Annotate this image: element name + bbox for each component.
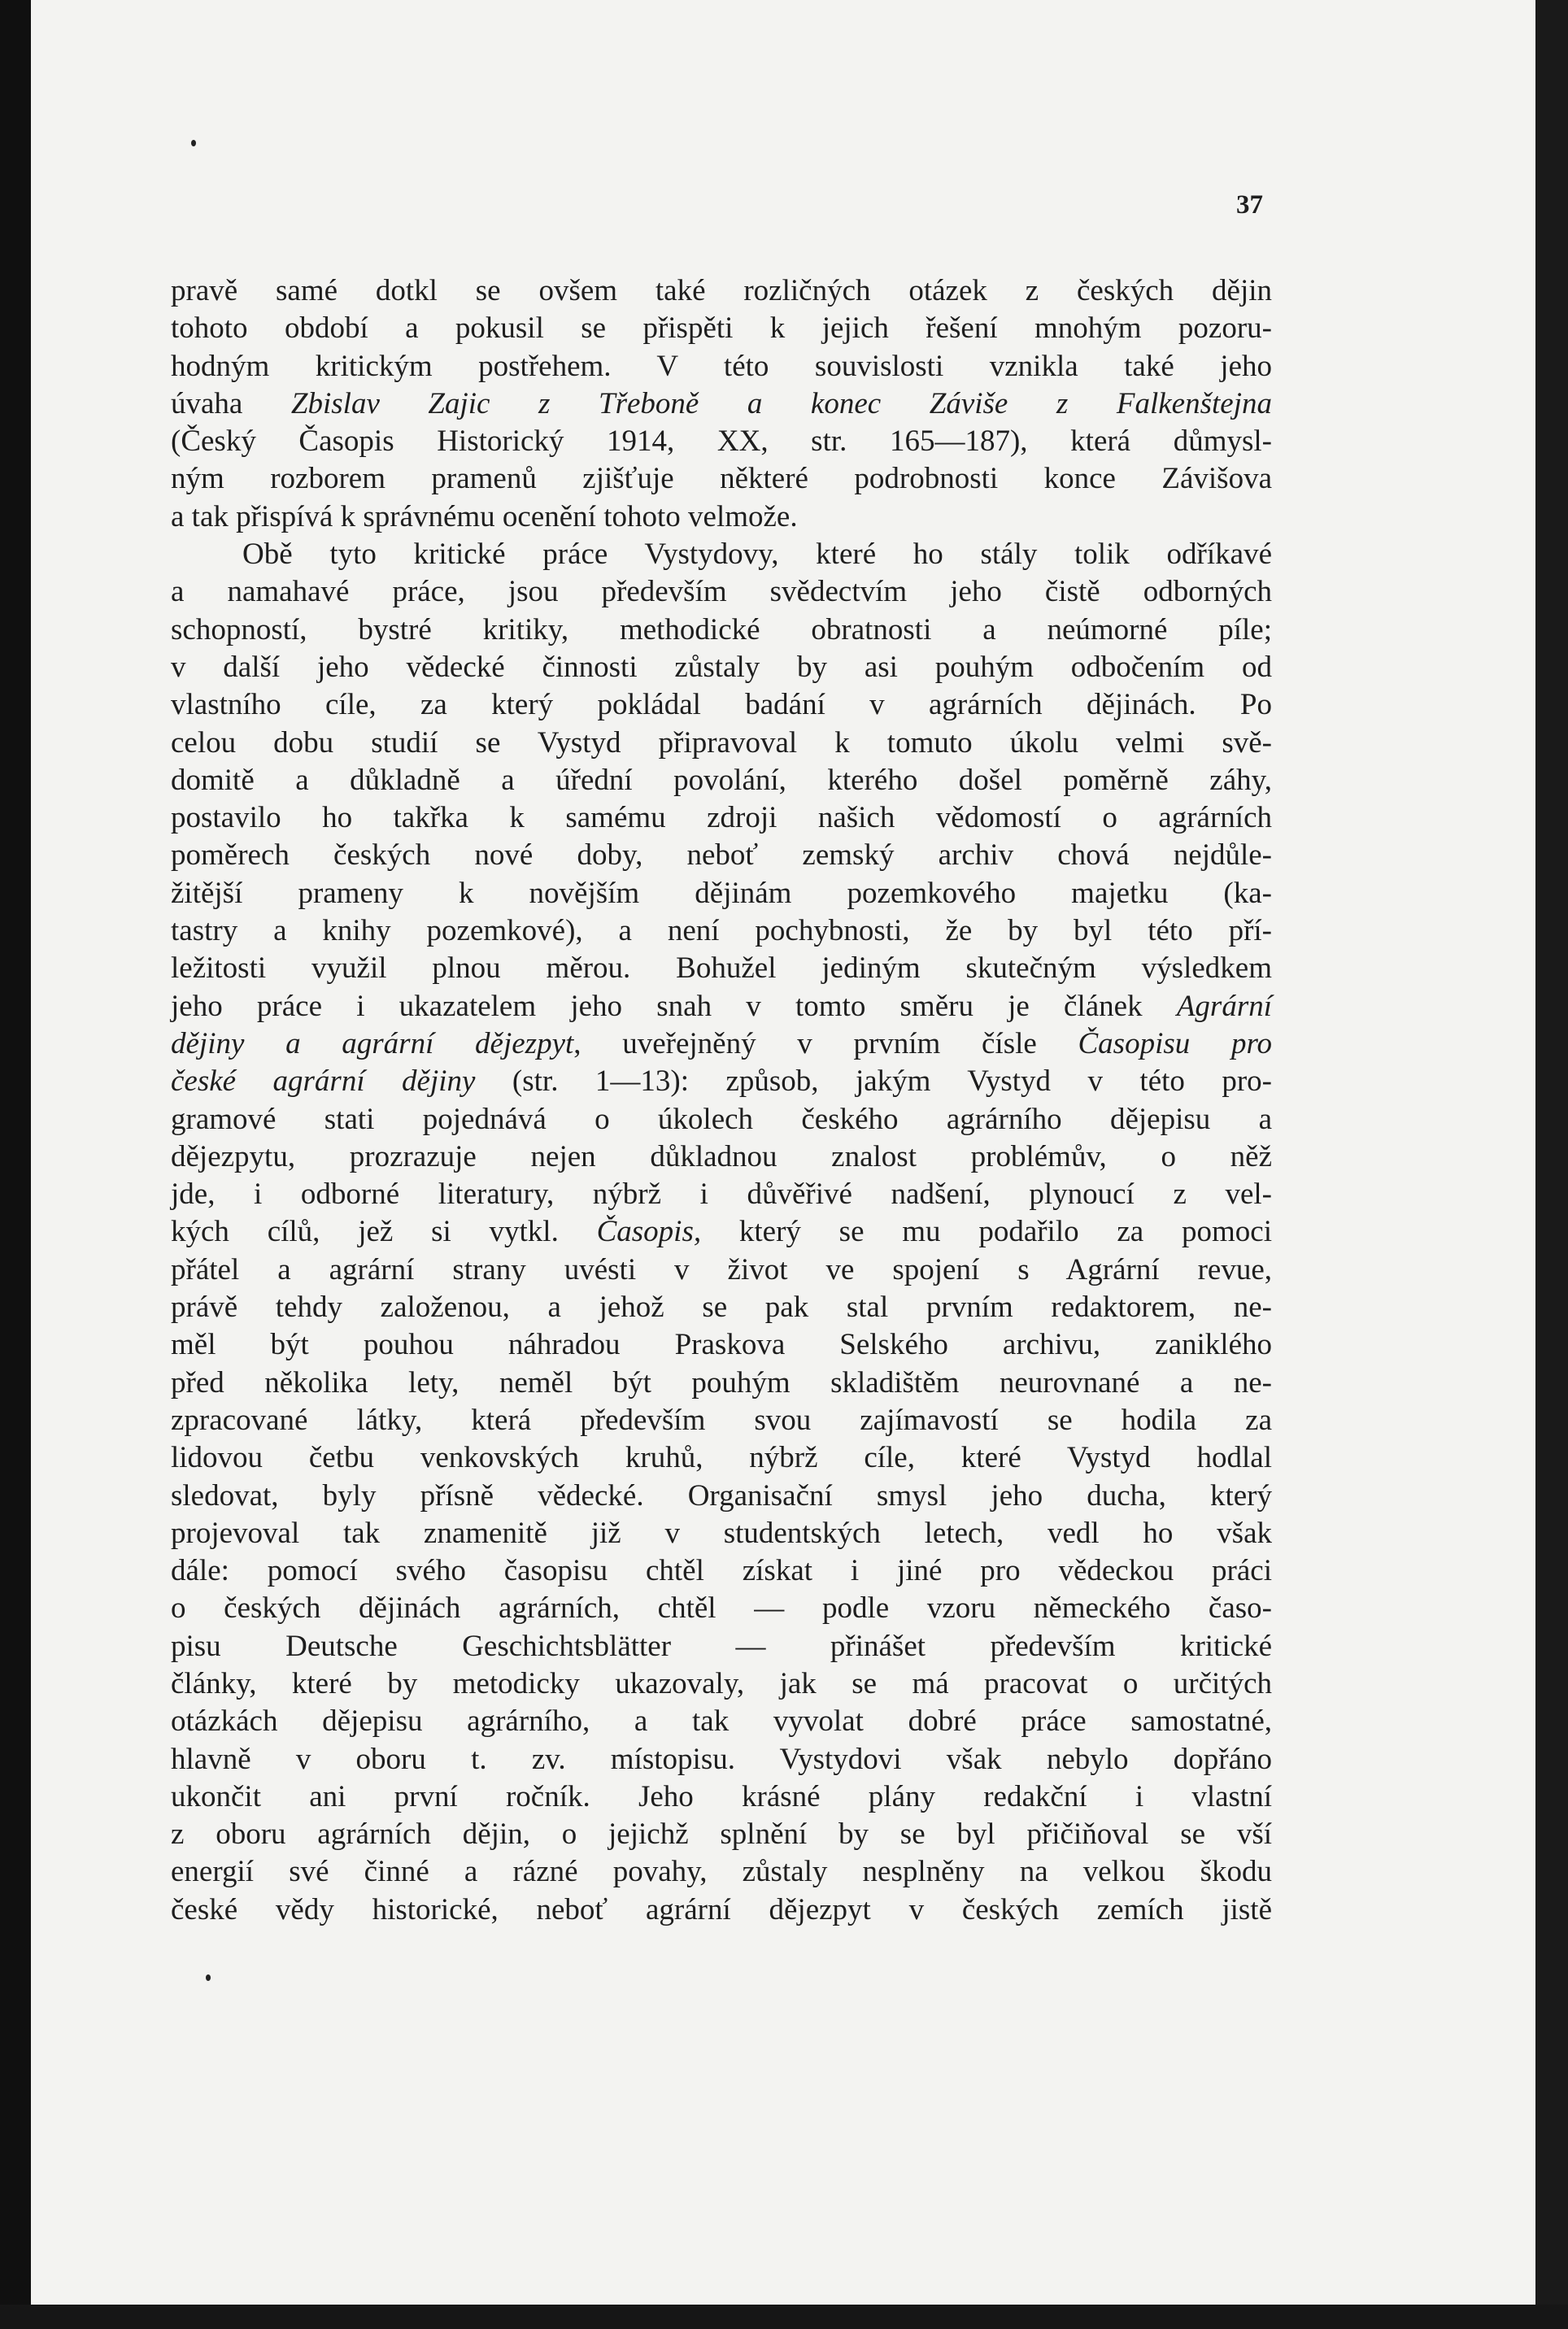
text-segment: pravě samé dotkl se ovšem také rozličných otázek z českých dějin — [171, 274, 1272, 307]
italic-title: Časopis, — [596, 1215, 702, 1249]
text-line — [171, 1816, 1272, 1853]
text-segment: lidovou četbu venkovských kruhů, nýbrž cíle, které Vystyd hodlal — [171, 1441, 1272, 1475]
text-line — [171, 1478, 1272, 1515]
text-line — [171, 573, 1272, 611]
text-segment: články, které by metodicky ukazovaly, jak se má pracovat o určitých — [171, 1666, 1272, 1700]
text-segment: dále: pomocí svého časopisu chtěl získat i jiné pro vědeckou práci — [171, 1554, 1272, 1588]
italic-title: Časopisu pro — [1078, 1026, 1272, 1060]
text-segment: schopností, bystré kritiky, methodické obratnosti a neúmorné píle; — [171, 612, 1272, 646]
text-segment: kých cílů, jež si vytkl. — [171, 1215, 597, 1249]
text-segment: a tak přispívá k správnému ocenění tohoto velmože. — [171, 499, 798, 533]
text-line — [171, 1402, 1272, 1439]
text-line — [171, 1703, 1272, 1740]
text-line — [171, 1891, 1272, 1929]
text-segment: Obě tyto kritické práce Vystydovy, které ho stály tolik odříkavé — [242, 538, 1272, 572]
text-line — [171, 1778, 1272, 1816]
text-segment: (str. 1—13): způsob, jakým Vystyd v této pro- — [475, 1064, 1272, 1099]
body-text — [171, 272, 1272, 1929]
text-line — [171, 762, 1272, 799]
text-segment: (Český Časopis Historický 1914, XX, str. 165—187), která důmysl- — [171, 424, 1272, 459]
italic-title: české agrární dějiny — [171, 1064, 476, 1099]
text-line — [171, 612, 1272, 649]
text-line — [171, 725, 1272, 762]
text-line — [171, 988, 1272, 1025]
text-line — [171, 1176, 1272, 1213]
text-line — [171, 1515, 1272, 1552]
text-segment: projevoval tak znamenitě již v studentských letech, vedl ho však — [171, 1516, 1272, 1550]
scan-right-edge — [1535, 0, 1568, 2329]
text-segment: zpracované látky, která především svou zajímavostí se hodila za — [171, 1403, 1272, 1437]
text-segment: právě tehdy založenou, a jehož se pak stal prvním redaktorem, ne- — [171, 1291, 1272, 1325]
text-line — [171, 1439, 1272, 1477]
text-line — [171, 950, 1272, 987]
text-segment: dějezpytu, prozrazuje nejen důkladnou znalost problémův, o něž — [171, 1139, 1272, 1173]
text-line — [171, 799, 1272, 837]
text-segment: gramové stati pojednává o úkolech českého agrárního dějepisu a — [171, 1102, 1272, 1136]
text-line — [171, 1138, 1272, 1176]
text-line — [171, 348, 1272, 385]
text-segment: který se mu podařilo za pomoci — [701, 1215, 1272, 1249]
text-line — [171, 686, 1272, 724]
text-line — [171, 649, 1272, 686]
text-line — [171, 1665, 1272, 1703]
text-line — [171, 1289, 1272, 1326]
text-line — [171, 1252, 1272, 1289]
scan-left-edge — [0, 0, 31, 2329]
text-line — [171, 1063, 1272, 1100]
text-line — [171, 837, 1272, 874]
text-line — [171, 912, 1272, 950]
text-line — [171, 536, 1272, 573]
text-line — [171, 1025, 1272, 1063]
text-segment: jde, i odborné literatury, nýbrž i důvěřivé nadšení, plynoucí z vel- — [171, 1178, 1272, 1212]
text-segment: tastry a knihy pozemkové), a není pochybnosti, že by byl této pří- — [171, 914, 1272, 948]
text-segment: hlavně v oboru t. zv. místopisu. Vystydovi však nebylo dopřáno — [171, 1742, 1272, 1776]
text-line — [171, 423, 1272, 460]
text-segment: a namahavé práce, jsou především svědectvím jeho čistě odborných — [171, 575, 1272, 609]
text-line — [171, 1365, 1272, 1402]
text-segment: hodným kritickým postřehem. V této souvislosti vznikla také jeho — [171, 349, 1272, 383]
text-line — [171, 1853, 1272, 1891]
text-line — [171, 460, 1272, 498]
text-segment: v další jeho vědecké činnosti zůstaly by asi pouhým odbočením od — [171, 650, 1272, 684]
text-line — [171, 1741, 1272, 1778]
text-segment: české vědy historické, neboť agrární dějezpyt v českých zemích jistě — [171, 1892, 1272, 1926]
scan-bottom-edge — [0, 2305, 1568, 2329]
text-segment: celou dobu studií se Vystyd připravoval k tomuto úkolu velmi svě- — [171, 725, 1272, 760]
text-segment: přátel a agrární strany uvésti v život ve spojení s Agrární revue, — [171, 1252, 1272, 1286]
text-line — [171, 1101, 1272, 1138]
italic-title: dějiny a agrární dějezpyt — [171, 1026, 574, 1060]
text-line — [171, 385, 1272, 423]
text-segment: ným rozborem pramenů zjišťuje některé podrobnosti konce Závišova — [171, 462, 1272, 496]
text-segment: jeho práce i ukazatelem jeho snah v tomto směru je článek — [171, 989, 1177, 1023]
text-segment: pisu Deutsche Geschichtsblätter — přinášet především kritické — [171, 1629, 1272, 1663]
text-segment: energií své činné a rázné povahy, zůstaly nesplněny na velkou škodu — [171, 1855, 1272, 1889]
text-segment: poměrech českých nové doby, neboť zemský archiv chová nejdůle- — [171, 838, 1272, 873]
text-segment: z oboru agrárních dějin, o jejichž splnění by se byl přičiňoval se vší — [171, 1817, 1272, 1852]
text-line — [171, 1552, 1272, 1590]
text-segment: vlastního cíle, za který pokládal badání v agrárních dějinách. Po — [171, 688, 1272, 722]
text-segment: domitě a důkladně a úřední povolání, kterého došel poměrně záhy, — [171, 763, 1272, 797]
text-segment: o českých dějinách agrárních, chtěl — podle vzoru německého časo- — [171, 1591, 1272, 1626]
text-segment: tohoto období a pokusil se přispěti k jejich řešení mnohým pozoru- — [171, 311, 1272, 346]
text-segment: úvaha — [171, 386, 291, 420]
text-segment: ležitosti využil plnou měrou. Bohužel jediným skutečným výsledkem — [171, 951, 1272, 986]
text-segment: před několika lety, neměl být pouhým skladištěm neurovnané a ne- — [171, 1365, 1272, 1400]
italic-title: Agrární — [1176, 989, 1272, 1023]
text-line — [171, 310, 1272, 347]
text-line — [171, 1213, 1272, 1251]
text-segment: sledovat, byly přísně vědecké. Organisační smysl jeho ducha, který — [171, 1478, 1272, 1513]
text-line — [171, 1326, 1272, 1364]
text-segment: otázkách dějepisu agrárního, a tak vyvolat dobré práce samostatné, — [171, 1704, 1272, 1739]
text-line — [171, 1590, 1272, 1627]
scan-speck — [191, 140, 196, 146]
text-line — [171, 498, 1272, 536]
text-segment: měl být pouhou náhradou Praskova Selského archivu, zaniklého — [171, 1328, 1272, 1362]
text-line — [171, 875, 1272, 912]
text-segment: postavilo ho takřka k samému zdroji našich vědomostí o agrárních — [171, 801, 1272, 835]
page-number: 37 — [1236, 190, 1263, 220]
text-line — [171, 1628, 1272, 1665]
scan-speck — [206, 1974, 211, 1981]
text-segment: , uveřejněný v prvním čísle — [573, 1026, 1078, 1060]
text-segment: ukončit ani první ročník. Jeho krásné plány redakční i vlastní — [171, 1779, 1272, 1813]
text-line — [171, 272, 1272, 310]
text-segment: žitější prameny k novějším dějinám pozemkového majetku (ka- — [171, 876, 1272, 910]
italic-title: Zbislav Zajic z Třeboně a konec Záviše z Falkenštejna — [290, 386, 1272, 420]
